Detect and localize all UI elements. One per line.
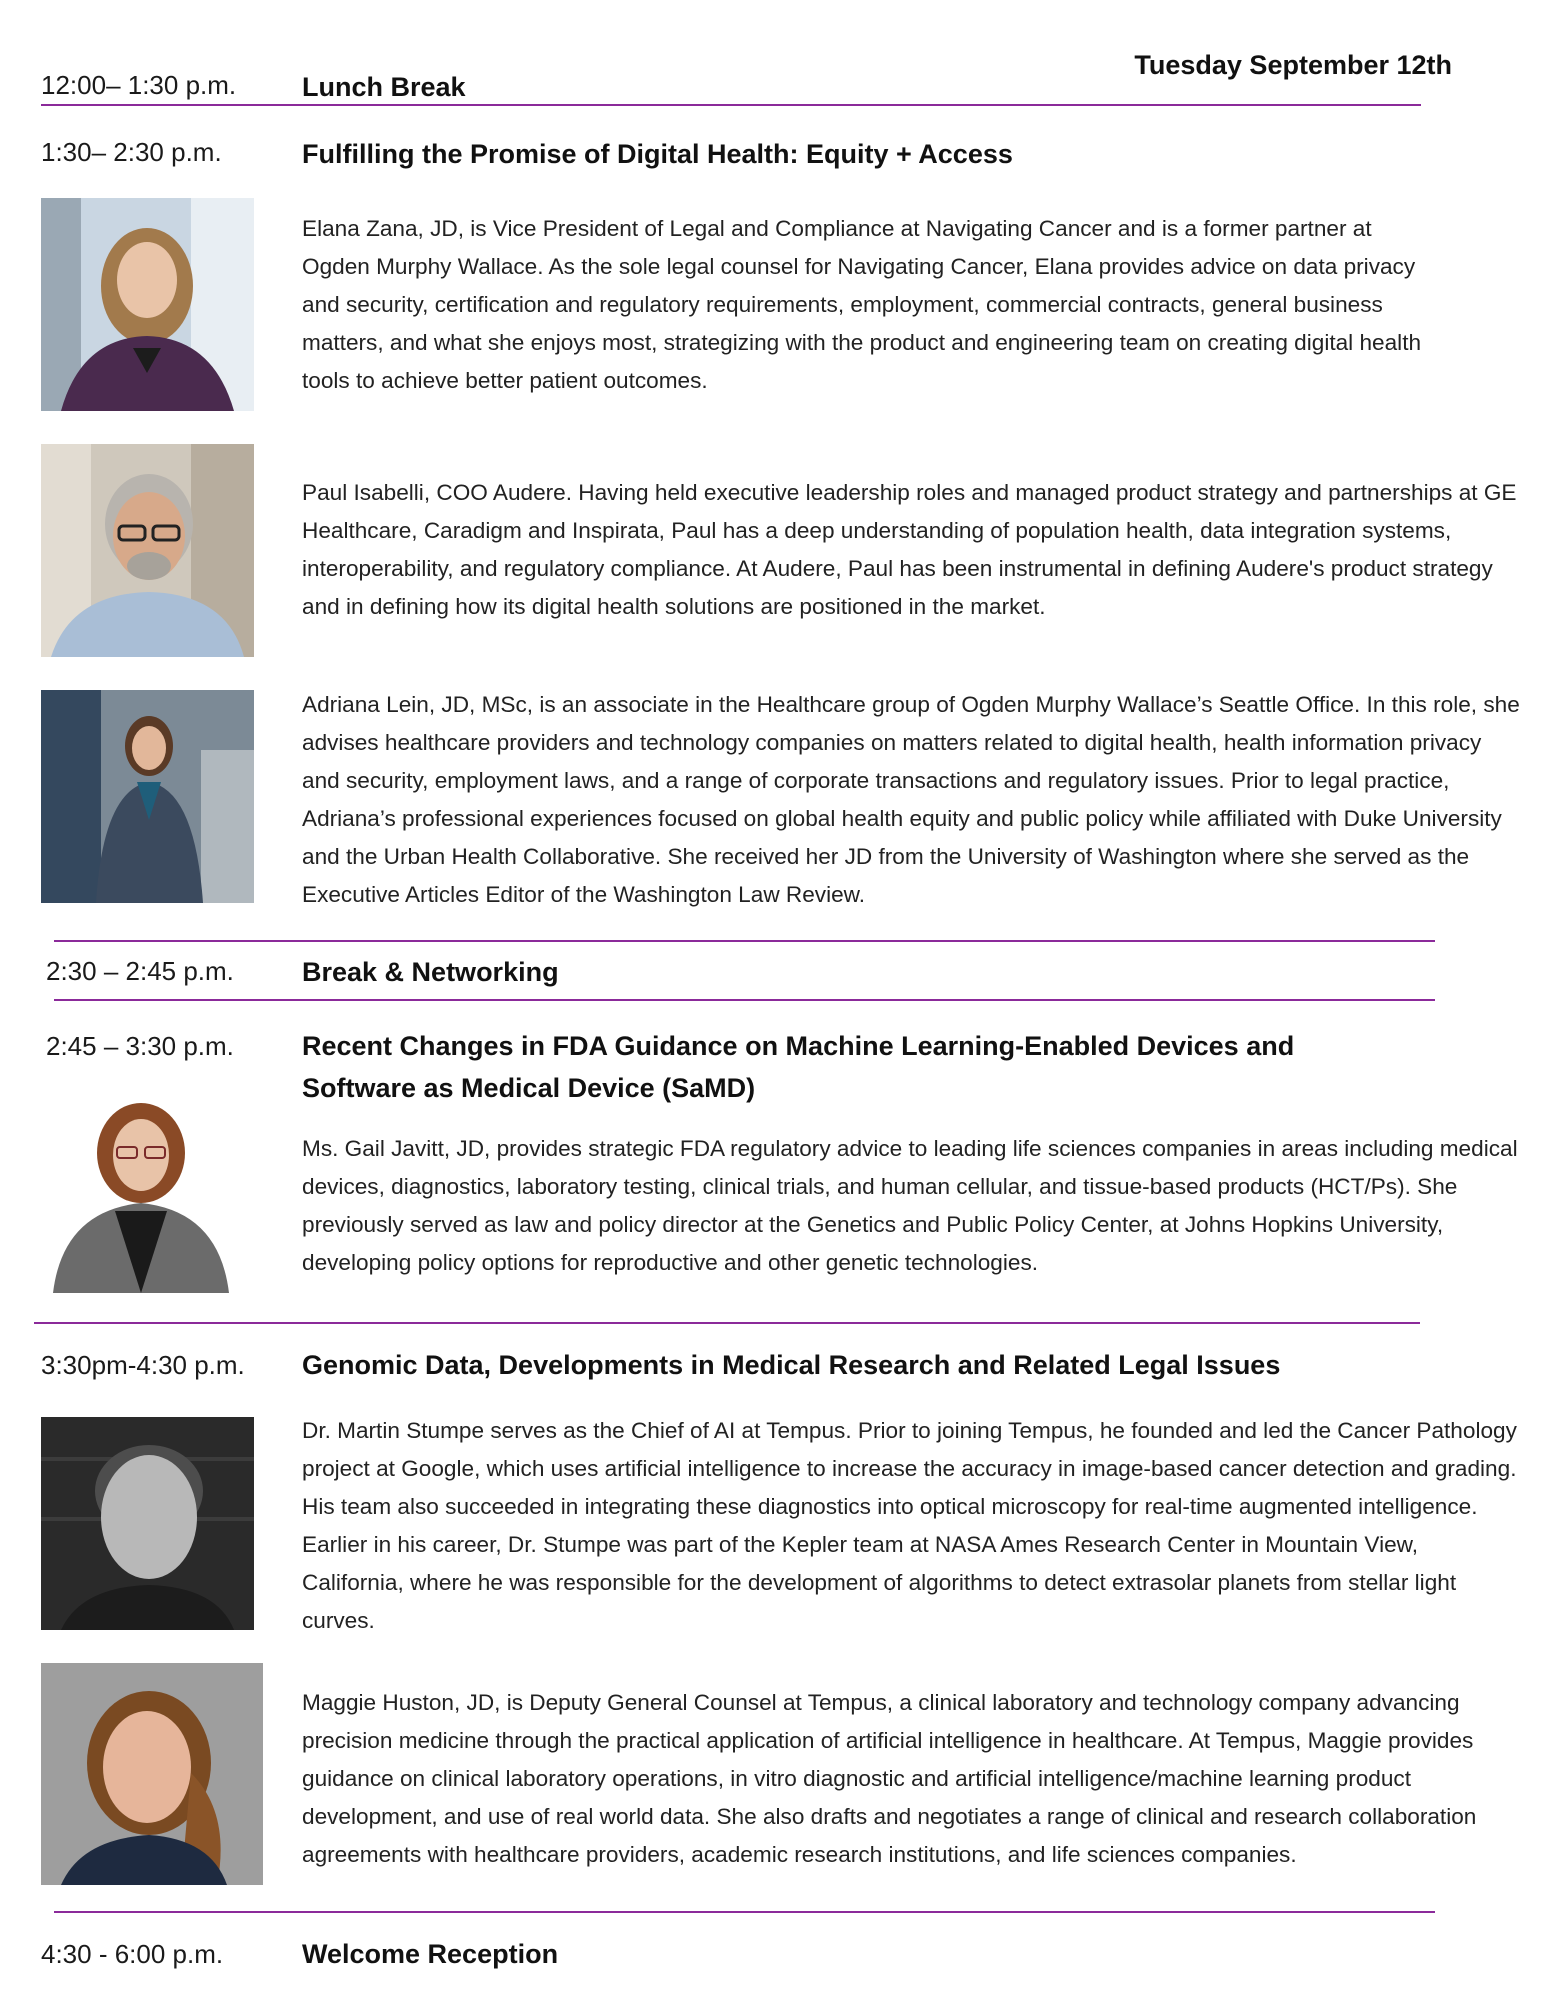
portrait-icon bbox=[41, 444, 254, 657]
speaker-bio-maggie-huston: Maggie Huston, JD, is Deputy General Counsel at Tempus, a clinical laboratory and technology company advancing precision medicine through the practical application of artificial intelligence in healthcare. At Tempus, Maggie provides guidance on clinical laboratory operations, in vitro diagnostic and artificial intelligence/machine learning product development, and use of real world data. She also drafts and negotiates a range of clinical and research collaboration agreements with healthcare providers, academic research institutions, and life sciences companies. bbox=[302, 1690, 1477, 1867]
speaker-bio-martin-stumpe: Dr. Martin Stumpe serves as the Chief of AI at Tempus. Prior to joining Tempus, he founded and led the Cancer Pathology project at Google, which uses artificial intelligence to increase the accuracy in image-based cancer detection and grading. His team also succeeded in integrating these diagnostics into optical microscopy for real-time augmented intelligence. Earlier in his career, Dr. Stumpe was part of the Kepler team at NASA Ames Research Center in Mountain View, California, where he was responsible for the development of algorithms to detect extrasolar planets from stellar light curves. bbox=[302, 1418, 1517, 1633]
speaker-bio-adriana-lein: Adriana Lein, JD, MSc, is an associate in the Healthcare group of Ogden Murphy Wallace’s Seattle Office. In this role, she advises healthcare providers and technology companies on matters related to digital health, health information privacy and security, employment laws, and a range of corporate transactions and regulatory issues. Prior to legal practice, Adriana’s professional experiences focused on global health equity and public policy while affiliated with Duke University and the Urban Health Collaborative. She received her JD from the University of Washington where she served as the Executive Articles Editor of the Washington Law Review. bbox=[302, 692, 1520, 907]
speaker-photo-paul-isabelli bbox=[41, 444, 254, 657]
divider bbox=[34, 1322, 1420, 1324]
speaker-photo-martin-stumpe bbox=[41, 1417, 254, 1630]
session-time-reception: 4:30 - 6:00 p.m. bbox=[41, 1939, 224, 1969]
speaker-bio-paul-isabelli: Paul Isabelli, COO Audere. Having held executive leadership roles and managed product strategy and partnerships at GE Healthcare, Caradigm and Inspirata, Paul has a deep understanding of population health, data integration systems, interoperability, and regulatory compliance. At Audere, Paul has been instrumental in defining Audere's product strategy and in defining how its digital health solutions are positioned in the market. bbox=[302, 480, 1517, 619]
portrait-icon bbox=[41, 198, 254, 411]
session-title-break: Break & Networking bbox=[302, 957, 559, 987]
session-time-genomic: 3:30pm-4:30 p.m. bbox=[41, 1350, 245, 1380]
speaker-photo-elana-zana bbox=[41, 198, 254, 411]
portrait-icon bbox=[41, 690, 254, 903]
divider bbox=[54, 999, 1435, 1001]
session-title-fda: Recent Changes in FDA Guidance on Machine Learning-Enabled Devices and Software as Medical Device (SaMD) bbox=[302, 1031, 1295, 1103]
session-title-reception: Welcome Reception bbox=[302, 1939, 559, 1969]
portrait-icon bbox=[41, 1417, 254, 1630]
session-title-lunch: Lunch Break bbox=[302, 72, 466, 102]
divider bbox=[54, 1911, 1435, 1913]
session-title-digital-health: Fulfilling the Promise of Digital Health: Equity + Access bbox=[302, 139, 1013, 169]
session-title-genomic: Genomic Data, Developments in Medical Research and Related Legal Issues bbox=[302, 1350, 1281, 1380]
speaker-photo-adriana-lein bbox=[41, 690, 254, 903]
session-time-break: 2:30 – 2:45 p.m. bbox=[46, 956, 234, 986]
speaker-bio-elana-zana: Elana Zana, JD, is Vice President of Legal and Compliance at Navigating Cancer and is a former partner at Ogden Murphy Wallace. As the sole legal counsel for Navigating Cancer, Elana provides advice on data privacy and security, certification and regulatory requirements, employment, commercial contracts, general business matters, and what she enjoys most, strategizing with the product and engineering team on creating digital health tools to achieve better patient outcomes. bbox=[302, 216, 1422, 393]
session-time-lunch: 12:00– 1:30 p.m. bbox=[41, 70, 237, 100]
divider bbox=[54, 940, 1435, 942]
page-date: Tuesday September 12th bbox=[1134, 50, 1452, 80]
divider bbox=[41, 104, 1421, 106]
session-time-fda: 2:45 – 3:30 p.m. bbox=[46, 1031, 234, 1061]
portrait-icon bbox=[41, 1663, 263, 1885]
speaker-photo-gail-javitt bbox=[45, 1091, 237, 1293]
portrait-icon bbox=[45, 1091, 237, 1293]
speaker-bio-gail-javitt: Ms. Gail Javitt, JD, provides strategic FDA regulatory advice to leading life sciences companies in areas including medical devices, diagnostics, laboratory testing, clinical trials, and human cellular, and tissue-based products (HCT/Ps). She previously served as law and policy director at the Genetics and Public Policy Center, at Johns Hopkins University, developing policy options for reproductive and other genetic technologies. bbox=[302, 1136, 1518, 1275]
speaker-photo-maggie-huston bbox=[41, 1663, 263, 1885]
session-time-digital-health: 1:30– 2:30 p.m. bbox=[41, 137, 222, 167]
